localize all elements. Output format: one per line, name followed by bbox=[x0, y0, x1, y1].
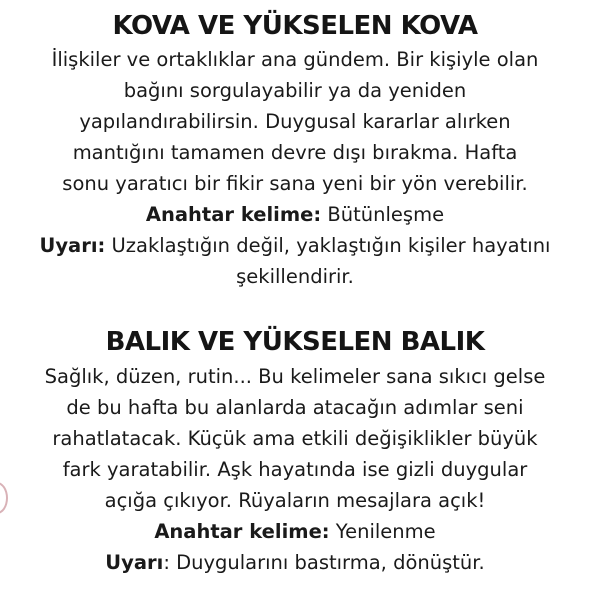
keyword-line bbox=[0, 199, 590, 230]
section-balik bbox=[0, 323, 590, 578]
warning-label: Uyarı: bbox=[39, 234, 106, 257]
warning-text: : Duygularını bastırma, dönüştür. bbox=[163, 551, 485, 574]
body-line: açığa çıkıyor. Rüyaların mesajlara açık! bbox=[104, 489, 486, 512]
section-title-kova: KOVA VE YÜKSELEN KOVA bbox=[112, 11, 478, 41]
warning-line bbox=[0, 547, 590, 578]
warning-line-continued: şekillendirir. bbox=[236, 265, 354, 288]
keyword-value: Bütünleşme bbox=[327, 203, 445, 226]
body-line: fark yaratabilir. Aşk hayatında ise gizli duygular bbox=[62, 458, 528, 481]
section-title-balik: BALIK VE YÜKSELEN BALIK bbox=[105, 327, 485, 357]
keyword-label: Anahtar kelime: bbox=[154, 520, 330, 543]
body-line: yapılandırabilirsin. Duygusal kararlar alırken bbox=[79, 110, 511, 133]
keyword-label: Anahtar kelime: bbox=[145, 203, 322, 226]
keyword-line bbox=[0, 516, 590, 547]
warning-text: Uzaklaştığın değil, yaklaştığın kişiler hayatını bbox=[111, 234, 551, 257]
warning-label: Uyarı bbox=[105, 551, 164, 574]
body-line: rahatlatacak. Küçük ama etkili değişiklikler büyük bbox=[52, 427, 538, 450]
body-line: sonu yaratıcı bir fikir sana yeni bir yön verebilir. bbox=[62, 172, 528, 195]
body-line: Sağlık, düzen, rutin... Bu kelimeler sana sıkıcı gelse bbox=[44, 365, 546, 388]
body-line: bağını sorgulayabilir ya da yeniden bbox=[123, 79, 467, 102]
warning-line bbox=[0, 230, 590, 261]
body-line: İlişkiler ve ortaklıklar ana gündem. Bir kişiyle olan bbox=[51, 48, 539, 71]
section-kova bbox=[0, 8, 590, 292]
body-line: de bu hafta bu alanlarda atacağın adımlar seni bbox=[66, 396, 524, 419]
keyword-value: Yenilenme bbox=[335, 520, 436, 543]
body-line: mantığını tamamen devre dışı bırakma. Hafta bbox=[72, 141, 518, 164]
